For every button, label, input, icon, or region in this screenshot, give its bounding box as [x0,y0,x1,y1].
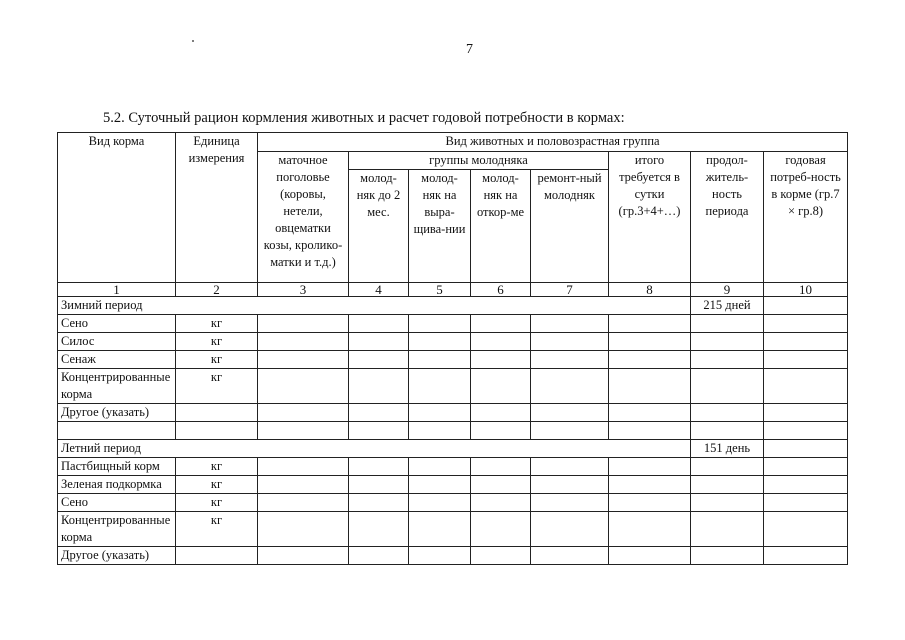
table-cell [258,547,349,565]
table-cell [531,547,609,565]
table-cell [258,476,349,494]
feed-unit: кг [176,458,258,476]
table-row [58,476,848,494]
header-breeding-stock: маточное поголовье (коровы, нетели, овцематки козы, кролико-матки и т.д.) [258,152,349,283]
table-cell [258,404,349,422]
table-row [58,512,848,547]
column-number: 2 [176,283,258,297]
table-row [58,458,848,476]
winter-period-label: Зимний период [58,297,691,315]
header-unit: Единица измерения [176,133,258,283]
feed-name: Зеленая подкормка [58,476,176,494]
table-cell [764,315,848,333]
table-cell [409,547,471,565]
table-cell [349,315,409,333]
feed-unit: кг [176,351,258,369]
table-cell [609,315,691,333]
table-cell [349,494,409,512]
table-cell [691,369,764,404]
feed-name: Силос [58,333,176,351]
table-cell [609,404,691,422]
table-cell [471,369,531,404]
column-number: 6 [471,283,531,297]
table-cell [609,494,691,512]
table-cell [531,404,609,422]
column-number: 9 [691,283,764,297]
table-cell [531,315,609,333]
header-young-groups: группы молодняка [349,152,609,170]
table-cell [691,494,764,512]
table-cell [764,440,848,458]
table-cell [471,458,531,476]
table-cell [531,351,609,369]
table-cell [691,476,764,494]
table-cell [349,351,409,369]
header-total-per-day: итого требуется в сутки (гр.3+4+…) [609,152,691,283]
table-cell [471,422,531,440]
feed-name: Сено [58,494,176,512]
table-cell [409,404,471,422]
table-cell [471,512,531,547]
header-feed-type: Вид корма [58,133,176,283]
table-cell [691,512,764,547]
table-cell [609,351,691,369]
table-cell [691,333,764,351]
table-cell [176,422,258,440]
column-number: 4 [349,283,409,297]
table-cell [764,422,848,440]
header-period-duration: продол-житель-ность периода [691,152,764,283]
feed-name: Другое (указать) [58,404,176,422]
table-cell [258,333,349,351]
feed-name: Сено [58,315,176,333]
table-cell [531,422,609,440]
table-cell [471,494,531,512]
table-cell [258,458,349,476]
feed-unit: кг [176,476,258,494]
summer-period-label: Летний период [58,440,691,458]
table-cell [764,333,848,351]
table-cell [764,351,848,369]
table-cell [349,458,409,476]
table-cell [764,494,848,512]
table-cell [471,315,531,333]
table-cell [409,512,471,547]
column-number: 10 [764,283,848,297]
header-replacement: ремонт-ный молодняк [531,170,609,283]
table-cell [258,351,349,369]
feed-unit [176,404,258,422]
table-cell [409,351,471,369]
column-number: 7 [531,283,609,297]
feed-name: Концентрированные корма [58,369,176,404]
table-cell [531,369,609,404]
table-cell [531,494,609,512]
table-cell [609,333,691,351]
table-cell [258,422,349,440]
winter-period-days: 215 дней [691,297,764,315]
table-cell [691,315,764,333]
table-cell [691,351,764,369]
table-cell [471,404,531,422]
header-young-fattening: молод-няк на откор-ме [471,170,531,283]
table-cell [471,547,531,565]
table-cell [349,476,409,494]
table-row [58,547,848,565]
table-cell [349,404,409,422]
ration-table [57,132,848,565]
feed-unit: кг [176,494,258,512]
table-cell [609,422,691,440]
feed-unit: кг [176,512,258,547]
table-cell [409,315,471,333]
table-cell [609,369,691,404]
table-cell [764,458,848,476]
table-cell [409,476,471,494]
table-cell [609,476,691,494]
table-cell [349,512,409,547]
table-cell [349,369,409,404]
table-cell [258,512,349,547]
table-row [58,333,848,351]
table-cell [531,476,609,494]
feed-unit [176,547,258,565]
table-cell [258,494,349,512]
table-row [58,369,848,404]
table-cell [609,512,691,547]
table-cell [471,476,531,494]
scan-dot [192,40,194,42]
feed-name: Пастбищный корм [58,458,176,476]
table-row [58,351,848,369]
table-cell [764,369,848,404]
table-cell [691,458,764,476]
header-animal-group: Вид животных и половозрастная группа [258,133,848,152]
table-cell [258,369,349,404]
table-row [58,422,848,440]
table-row [58,315,848,333]
table-cell [764,512,848,547]
table-cell [691,547,764,565]
table-cell [691,422,764,440]
table-cell [691,404,764,422]
table-row [58,494,848,512]
section-heading: 5.2. Суточный рацион кормления животных и расчет годовой потребности в кормах: [103,110,625,126]
column-number: 1 [58,283,176,297]
table-cell [609,458,691,476]
feed-unit: кг [176,369,258,404]
table-cell [764,476,848,494]
feed-name: Сенаж [58,351,176,369]
table-cell [409,458,471,476]
table-cell [609,547,691,565]
header-young-raising: молод-няк на выра-щива-нии [409,170,471,283]
column-number: 8 [609,283,691,297]
table-row [58,404,848,422]
table-cell [409,494,471,512]
table-cell [531,333,609,351]
page-number: 7 [466,42,473,57]
table-cell [258,315,349,333]
summer-period-days: 151 день [691,440,764,458]
header-young-2m: молод-няк до 2 мес. [349,170,409,283]
table-cell [349,547,409,565]
table-cell [764,547,848,565]
table-cell [471,351,531,369]
table-cell [409,333,471,351]
table-cell [531,458,609,476]
feed-unit: кг [176,315,258,333]
column-number: 3 [258,283,349,297]
feed-name: Концентрированные корма [58,512,176,547]
feed-name: Другое (указать) [58,547,176,565]
table-cell [349,422,409,440]
column-number: 5 [409,283,471,297]
table-cell [409,369,471,404]
table-cell [471,333,531,351]
table-cell [764,297,848,315]
table-cell [58,422,176,440]
feed-unit: кг [176,333,258,351]
header-annual-need: годовая потреб-ность в корме (гр.7 × гр.8) [764,152,848,283]
table-cell [531,512,609,547]
table-cell [349,333,409,351]
table-cell [764,404,848,422]
table-cell [409,422,471,440]
